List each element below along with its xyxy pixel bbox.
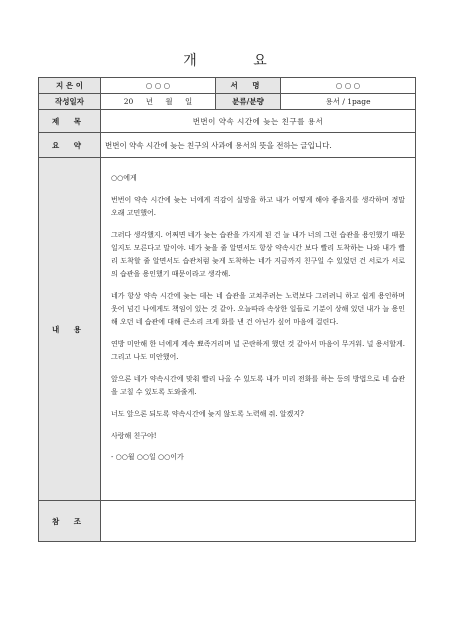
letter-paragraph: 네가 항상 약속 시간에 늦는 데는 네 습관을 고쳐주려는 노력보다 그러려니 하고 쉽게 용인하며 웃어 넘긴 나에게도 책임이 있는 것 같아. 오늘따라 속상한 일들로 기분이 상해 있던 내가 늘 용인해 오던 네 습관에 대해 큰소리 크게 화를 낸 건 아닌가 싶어 마음에 걸린다. (111, 291, 405, 327)
date-label: 작성일자 (39, 94, 101, 110)
letter-signoff: - ○○월 ○○일 ○○이가 (111, 453, 184, 462)
content-label: 내 용 (39, 158, 101, 501)
letter-paragraph: 사랑해 친구야! (111, 431, 157, 440)
summary-label: 요 약 (39, 133, 101, 158)
summary-row (39, 133, 416, 158)
date-value: 20 년 월 일 (101, 94, 216, 110)
category-value: 용서 / 1page (281, 94, 416, 110)
letter-paragraph: 연방 미안해 한 너에게 계속 뾰족거리며 널 곤란하게 했던 것 같아서 마음이 무거워. 널 용서할게. 그리고 나도 미안했어. (111, 340, 405, 362)
subject-value: 번번이 약속 시간에 늦는 친구를 용서 (101, 110, 416, 133)
reference-label: 참 조 (39, 501, 101, 542)
letter-body (105, 158, 411, 464)
author-value: ○ ○ ○ (101, 78, 216, 94)
summary-value: 번번이 약속 시간에 늦는 친구의 사과에 용서의 뜻을 전하는 글입니다. (101, 133, 416, 158)
author-row (39, 78, 416, 94)
reference-row (39, 501, 416, 542)
letter-paragraph: 앞으론 네가 약속시간에 맞춰 빨리 나올 수 있도록 내가 미리 전화를 하는 등의 방법으로 네 습관을 고칠 수 있도록 도와줄게. (111, 374, 405, 397)
document-title: 개 요 (183, 53, 293, 69)
letter-paragraph: 번번이 약속 시간에 늦는 너에게 걱감이 실망을 하고 내가 어떻게 해야 좋을지를 생각하며 정말 오래 고민했어. (111, 195, 405, 217)
author-label: 지 은 이 (39, 78, 101, 94)
date-row (39, 94, 416, 110)
letter-paragraph: 그러다 생각했지. 어쩌면 네가 늦는 습관을 가지게 된 건 늘 내가 너의 그런 습관을 용인했기 때문일지도 모른다고 말이야. 네가 늦을 줄 알면서도 항상 약속시간 보다 빨리 도착하는 나와 내가 빨리 도착할 줄 알면서도 습관처럼 늦게 도착하는 네가 지금까지 친구일 수 있었던 건 서로가 서로의 습관을 용인했기 때문이라고 생각해. (111, 230, 405, 279)
reference-value (101, 501, 416, 542)
subject-row (39, 110, 416, 133)
subject-label: 제 목 (39, 110, 101, 133)
signature-label: 서 명 (216, 78, 281, 94)
summary-form (38, 77, 416, 542)
content-cell (101, 158, 416, 501)
letter-paragraph: 너도 앞으론 되도록 약속시간에 늦지 않도록 노력해 줘. 알겠지? (111, 409, 304, 418)
content-row (39, 158, 416, 501)
signature-value: ○ ○ ○ (281, 78, 416, 94)
category-label: 분류/분량 (216, 94, 281, 110)
letter-paragraph: ○○에게 (111, 174, 137, 182)
